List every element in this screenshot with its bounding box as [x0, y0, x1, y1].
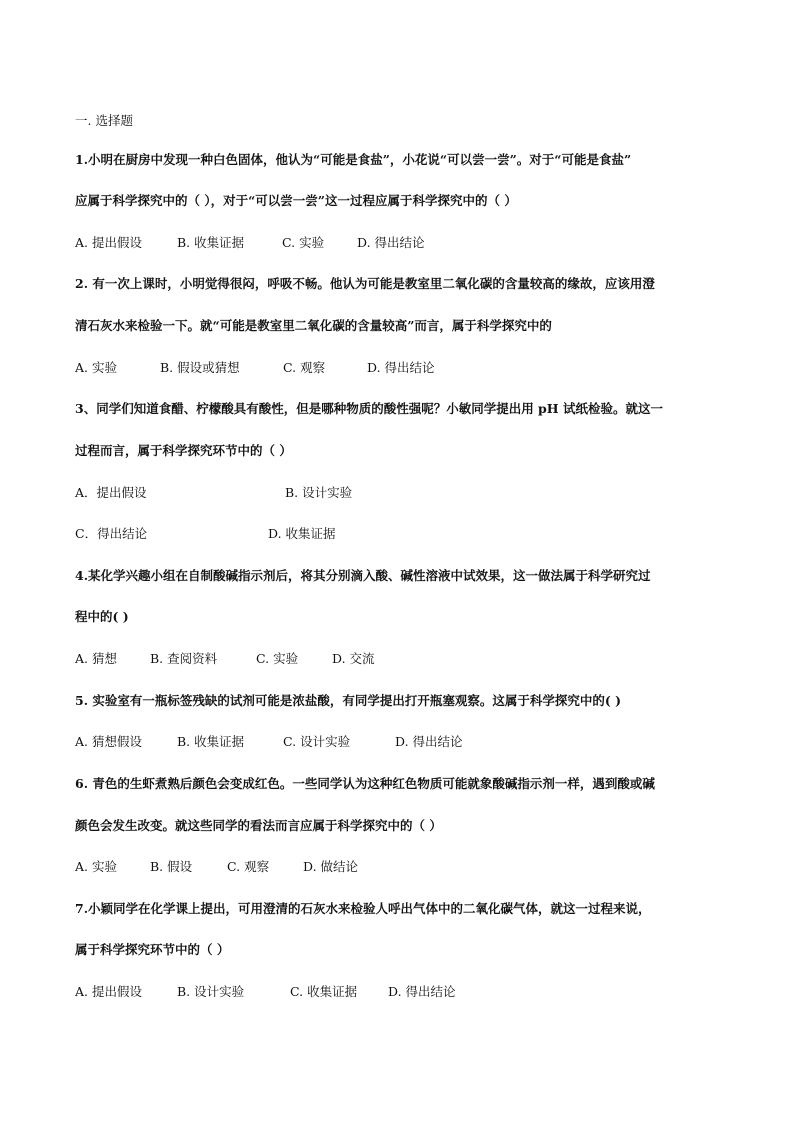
- question-6-option-d: D. 做结论: [303, 859, 359, 874]
- question-3-option-b: B. 设计实验: [285, 485, 353, 500]
- question-3-option-a: A．提出假设: [75, 485, 147, 500]
- question-4-line-1: 4.某化学兴趣小组在自制酸碱指示剂后，将其分别滴入酸、碱性溶液中试效果，这一做法属于科学研究过: [75, 568, 651, 583]
- question-1-option-c: C. 实验: [282, 235, 325, 250]
- question-7-option-b: B. 设计实验: [177, 984, 245, 999]
- question-6-line-2: 颜色会发生改变。就这些同学的看法而言应属于科学探究中的（ ）: [75, 818, 442, 833]
- section-title: 一. 选择题: [75, 113, 133, 128]
- question-3-line-2: 过程而言，属于科学探究环节中的（ ）: [75, 443, 292, 458]
- question-2-line-1: 2. 有一次上课时，小明觉得很闷，呼吸不畅。他认为可能是教室里二氧化碳的含量较高的缘故，应该用澄: [75, 276, 655, 291]
- question-7-line-1: 7.小颖同学在化学课上提出，可用澄清的石灰水来检验人呼出气体中的二氧化碳气体，就这一过程来说，: [75, 901, 651, 916]
- question-5-option-a: A. 猜想假设: [75, 734, 142, 749]
- question-7-line-2: 属于科学探究环节中的（ ）: [75, 942, 230, 957]
- question-1-line-2: 应属于科学探究中的（ ），对于“可以尝一尝”这一过程应属于科学探究中的（ ）: [75, 193, 517, 208]
- question-4-option-a: A. 猜想: [75, 651, 117, 666]
- question-7-option-d: D. 得出结论: [388, 984, 456, 999]
- question-6-line-1: 6. 青色的生虾煮熟后颜色会变成红色。一些同学认为这种红色物质可能就象酸碱指示剂一样，遇到酸或碱: [75, 776, 655, 791]
- question-4-line-2: 程中的( ): [75, 609, 129, 624]
- question-3-option-d: D. 收集证据: [268, 526, 336, 541]
- question-5-option-d: D. 得出结论: [395, 734, 463, 749]
- question-4-option-c: C. 实验: [256, 651, 299, 666]
- question-2-option-b: B. 假设或猜想: [160, 360, 240, 375]
- question-4-option-d: D. 交流: [332, 651, 375, 666]
- question-2-option-d: D. 得出结论: [367, 360, 435, 375]
- question-5-option-c: C. 设计实验: [283, 734, 351, 749]
- question-1-option-b: B. 收集证据: [177, 235, 245, 250]
- question-3-option-c: C．得出结论: [75, 526, 148, 541]
- question-5-line-1: 5. 实验室有一瓶标签残缺的试剂可能是浓盐酸，有同学提出打开瓶塞观察。这属于科学探究中的( ): [75, 693, 622, 708]
- question-6-option-a: A. 实验: [75, 859, 117, 874]
- question-1-line-1: 1.小明在厨房中发现一种白色固体，他认为“可能是食盐”，小花说“可以尝一尝”。对于“可能是食盐”: [75, 152, 632, 167]
- question-1-option-d: D. 得出结论: [357, 235, 425, 250]
- question-3-line-1: 3、同学们知道食醋、柠檬酸具有酸性，但是哪种物质的酸性强呢？小敏同学提出用 pH 试纸检验。就这一: [75, 401, 663, 416]
- question-2-option-a: A. 实验: [75, 360, 117, 375]
- question-6-option-b: B. 假设: [150, 859, 193, 874]
- question-2-option-c: C. 观察: [283, 360, 326, 375]
- question-1-option-a: A. 提出假设: [75, 235, 142, 250]
- question-5-option-b: B. 收集证据: [177, 734, 245, 749]
- question-2-line-2: 清石灰水来检验一下。就“可能是教室里二氧化碳的含量较高”而言，属于科学探究中的: [75, 318, 552, 333]
- question-6-option-c: C. 观察: [227, 859, 270, 874]
- question-4-option-b: B. 查阅资料: [150, 651, 218, 666]
- question-7-option-a: A. 提出假设: [75, 984, 142, 999]
- question-7-option-c: C. 收集证据: [290, 984, 358, 999]
